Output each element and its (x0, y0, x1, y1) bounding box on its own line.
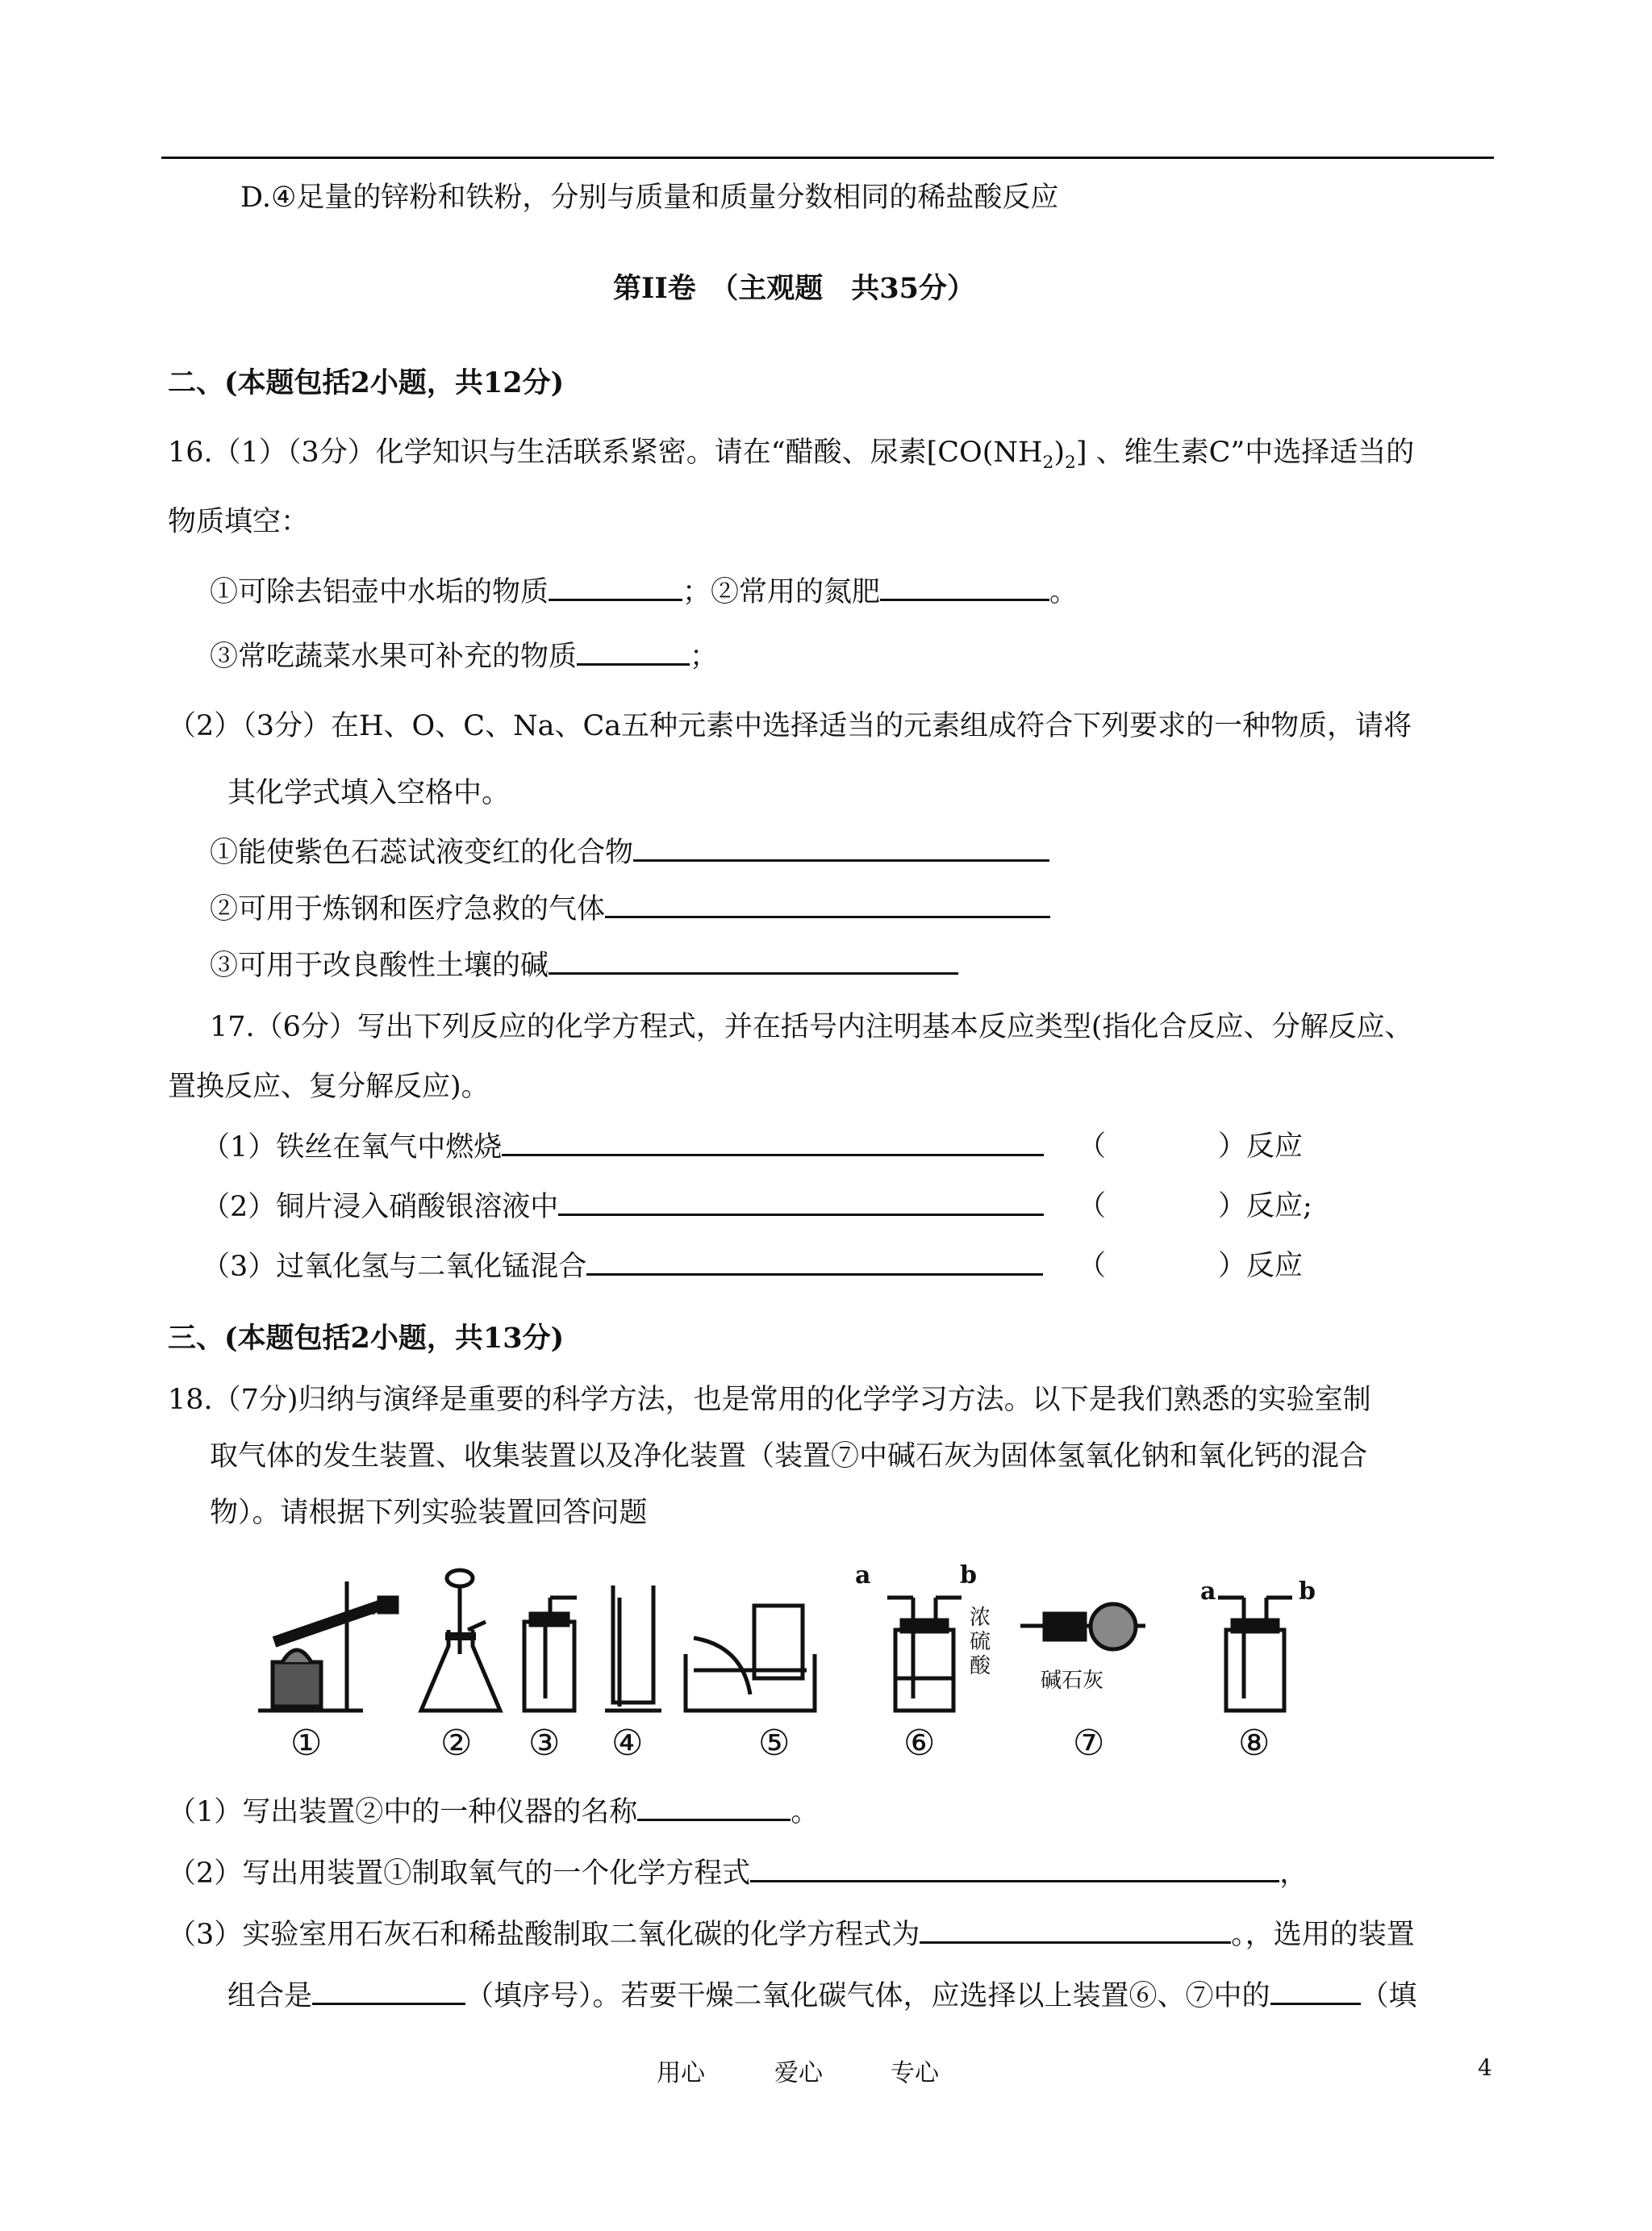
q18-sub3-text: （3）实验室用石灰石和稀盐酸制取二氧化碳的化学方程式为 (168, 1919, 920, 1951)
q17-item-3 (202, 1247, 1043, 1285)
q18-sub3-line1 (168, 1916, 1415, 1953)
q16-item1: ①可除去铝壶中水垢的物质 (210, 576, 549, 608)
q16-item3-row (210, 637, 718, 675)
answer-blank[interactable] (637, 1793, 791, 1821)
q17-line1: 17.（6分）写出下列反应的化学方程式，并在括号内注明基本反应类型(指化合反应、分解反应、 (210, 1011, 1413, 1043)
apparatus-5 (686, 1606, 815, 1711)
q17-line2: 置换反应、复分解反应)。 (168, 1071, 490, 1103)
answer-blank[interactable] (633, 833, 1049, 862)
q16-p2-line1: （2）（3分）在H、O、C、Na、Ca五种元素中选择适当的元素组成符合下列要求的一种物质，请将 (168, 710, 1412, 742)
answer-blank[interactable] (880, 573, 1049, 601)
q16-item1-sep: ；②常用的氮肥 (682, 576, 881, 608)
conc-acid-char-3: 酸 (970, 1654, 991, 1678)
q18-sub3-line2 (227, 1977, 1417, 2015)
label-4: ④ (611, 1723, 644, 1764)
q18-sub2-row (168, 1854, 1308, 1892)
q16-p2-item2-row (210, 890, 1050, 928)
q16-line2: 物质填空： (168, 506, 310, 538)
q16-item1-row (210, 573, 1078, 611)
footer-b: 爱心 (774, 2059, 823, 2087)
q17-paren-open: （ (1078, 1190, 1107, 1222)
answer-blank[interactable] (1270, 1977, 1361, 2005)
apparatus-8 (1218, 1598, 1292, 1711)
q18-line3: 物）。请根据下列实验装置回答问题 (210, 1497, 648, 1529)
q18-sub1: （1）写出装置②中的一种仪器的名称 (168, 1796, 638, 1828)
q16-p2-item2: ②可用于炼钢和医疗急救的气体 (210, 893, 606, 925)
conc-acid-char-1: 浓 (970, 1606, 991, 1630)
port-b-6: b (960, 1561, 977, 1590)
q18-sub1-row (168, 1793, 819, 1831)
label-3: ③ (528, 1723, 561, 1764)
q17-item-text: （3）过氧化氢与二氧化锰混合 (202, 1251, 587, 1283)
port-b-8: b (1299, 1577, 1316, 1606)
footer-c: 专心 (891, 2059, 939, 2087)
q16-line1-post: ] 、维生素C”中选择适当的 (1075, 437, 1415, 469)
q16-p2-item3-row (210, 946, 958, 984)
q17-paren-close: ）反应; (1218, 1190, 1312, 1222)
part3-header: 三、(本题包括2小题，共13分) (168, 1322, 565, 1355)
apparatus-7 (1020, 1604, 1145, 1649)
section-title: 第II卷 （主观题 共35分） (613, 272, 975, 305)
label-6: ⑥ (903, 1723, 936, 1764)
q17-item-text: （2）铜片浸入硝酸银溶液中 (202, 1191, 559, 1223)
apparatus-3 (524, 1598, 577, 1711)
q17-item-text: （1）铁丝在氧气中燃烧 (202, 1131, 503, 1164)
answer-blank[interactable] (586, 1247, 1043, 1276)
label-5: ⑤ (758, 1723, 791, 1764)
q18-sub2-end: ， (1279, 1857, 1308, 1890)
q16-p2-item1: ①能使紫色石蕊试液变红的化合物 (210, 837, 634, 869)
lab-apparatus-figure (258, 1549, 1316, 1767)
apparatus-2 (421, 1570, 500, 1711)
answer-blank[interactable] (750, 1854, 1279, 1882)
q17-item-1 (202, 1128, 1044, 1166)
q16-p2-line2: 其化学式填入空格中。 (227, 777, 511, 809)
q18-sub3-pre: 组合是 (227, 1980, 313, 2012)
q18-sub3-end: 。，选用的装置 (1231, 1919, 1415, 1951)
q16-p2-item1-row (210, 833, 1049, 871)
q17-item-2 (202, 1188, 1044, 1226)
q16-item3: ③常吃蔬菜水果可补充的物质 (210, 641, 578, 673)
answer-blank[interactable] (549, 573, 682, 601)
q18-sub3-end: （填 (1360, 1980, 1417, 2012)
q18-line1: 18.（7分)归纳与演绎是重要的科学方法，也是常用的化学学习方法。以下是我们熟悉的实验室制 (168, 1384, 1371, 1416)
q18-sub3-mid: （填序号）。若要干燥二氧化碳气体，应选择以上装置⑥、⑦中的 (465, 1980, 1270, 2012)
q18-sub1-end: 。 (791, 1796, 820, 1828)
answer-blank[interactable] (577, 637, 690, 666)
option-d: D.④足量的锌粉和铁粉，分别与质量和质量分数相同的稀盐酸反应 (240, 182, 1059, 214)
answer-blank[interactable] (558, 1188, 1044, 1216)
label-2: ② (440, 1723, 473, 1764)
answer-blank[interactable] (920, 1916, 1231, 1944)
q17-paren-open: （ (1078, 1250, 1107, 1282)
q16-p2-item3: ③可用于改良酸性土壤的碱 (210, 950, 549, 982)
q16-line1-mid: ) (1053, 437, 1065, 469)
part2-header: 二、(本题包括2小题，共12分) (168, 366, 565, 399)
q17-paren-open: （ (1078, 1130, 1107, 1163)
q18-sub2: （2）写出用装置①制取氧气的一个化学方程式 (168, 1857, 751, 1890)
q16-sub-b: 2 (1065, 453, 1076, 473)
answer-blank[interactable] (312, 1977, 465, 2005)
q17-paren-close: ）反应 (1218, 1130, 1304, 1163)
q16-line1-pre: 16.（1）（3分）化学知识与生活联系紧密。请在“醋酸、尿素[CO(NH (168, 437, 1043, 469)
q16-item1-end: 。 (1049, 576, 1078, 608)
port-a-8: a (1200, 1577, 1216, 1606)
q16-line1 (168, 434, 1414, 482)
label-1: ① (290, 1723, 323, 1764)
label-7: ⑦ (1073, 1723, 1105, 1764)
q16-sub-a: 2 (1042, 453, 1054, 473)
answer-blank[interactable] (502, 1128, 1044, 1156)
apparatus-6 (887, 1598, 962, 1711)
answer-blank[interactable] (605, 890, 1050, 918)
header-rule (161, 157, 1494, 159)
q16-item3-end: ； (690, 641, 719, 673)
soda-lime-label: 碱石灰 (1041, 1669, 1104, 1693)
q18-line2: 取气体的发生装置、收集装置以及净化装置（装置⑦中碱石灰为固体氢氧化钠和氧化钙的混合 (210, 1440, 1368, 1473)
page-number: 4 (1478, 2054, 1492, 2081)
apparatus-4 (605, 1586, 661, 1711)
answer-blank[interactable] (549, 946, 958, 975)
label-8: ⑧ (1238, 1723, 1270, 1764)
port-a-6: a (855, 1561, 871, 1590)
conc-acid-char-2: 硫 (970, 1630, 991, 1654)
q17-paren-close: ）反应 (1218, 1250, 1304, 1282)
footer-a: 用心 (657, 2059, 705, 2087)
apparatus-1 (258, 1581, 397, 1711)
